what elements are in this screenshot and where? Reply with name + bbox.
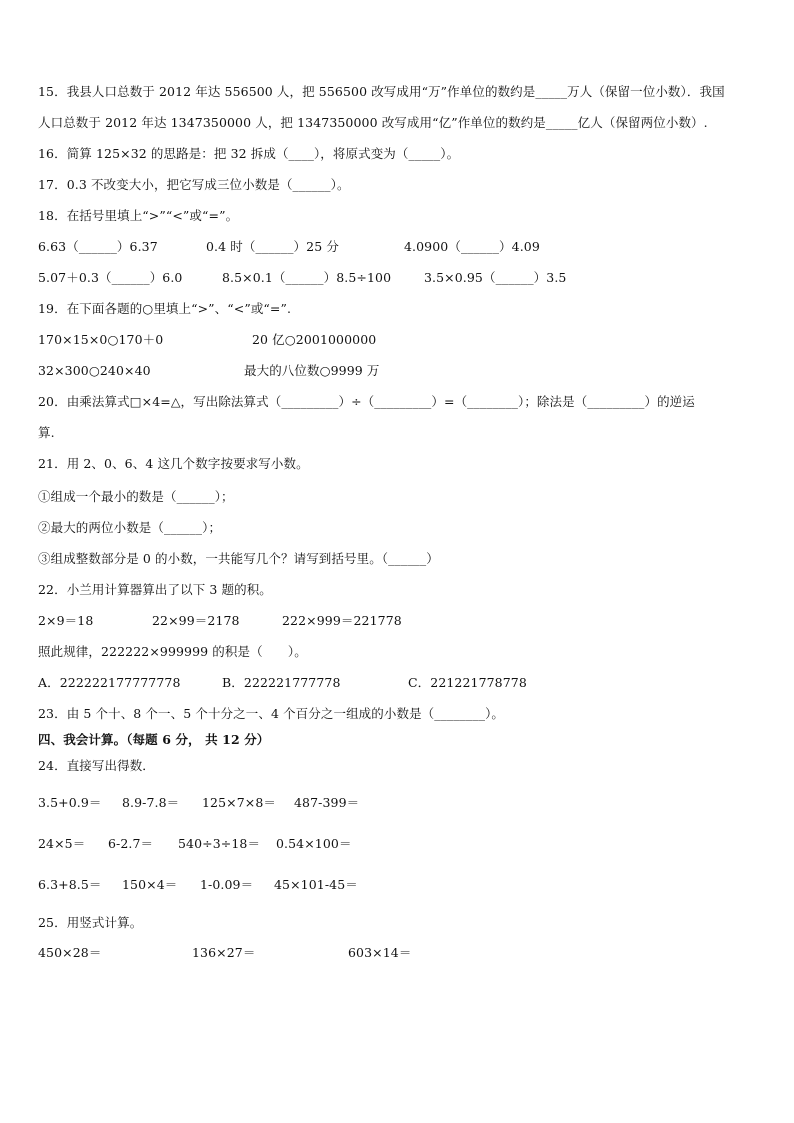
q20-line1: 20．由乘法算式□×4=△，写出除法算式（_________）÷（_________）=（________）；除法是（_________）的逆运 — [38, 394, 695, 409]
q19-stem: 19．在下面各题的○里填上“>”、“<”或“=”. — [38, 301, 292, 316]
q24-item: 0.54×100＝ — [276, 836, 352, 851]
q21-item-3: ③组成整数部分是 0 的小数，一共能写几个？请写到括号里。（______） — [38, 551, 439, 566]
q19-item: 32×300○240×40 — [38, 363, 151, 378]
q25-item: 603×14＝ — [348, 945, 412, 960]
q22-question: 照此规律，222222×999999 的积是（ ）。 — [38, 644, 307, 659]
q24-item: 487-399＝ — [294, 795, 360, 810]
section-heading: 四、我会计算。（每题 6 分， 共 12 分） — [38, 732, 270, 747]
q18-item: 3.5×0.95（______）3.5 — [424, 270, 567, 285]
q24-item: 1-0.09＝ — [200, 877, 254, 892]
q25-item: 450×28＝ — [38, 945, 102, 960]
q22-example: 22×99＝2178 — [152, 613, 240, 628]
q24-stem: 24．直接写出得数． — [38, 758, 155, 773]
q21-item-1: ①组成一个最小的数是（______）； — [38, 489, 234, 504]
q24-item: 540÷3÷18＝ — [178, 836, 261, 851]
q21-item-2: ②最大的两位小数是（______）； — [38, 520, 222, 535]
q18-item: 4.0900（______）4.09 — [404, 239, 540, 254]
q22-option-a: A．222222177777778 — [38, 675, 181, 690]
q19-item: 20 亿○2001000000 — [252, 332, 377, 347]
q15-line2: 人口总数于 2012 年达 1347350000 人，把 1347350000 改写成用“亿”作单位的数约是_____亿人（保留两位小数）. — [38, 115, 708, 130]
q24-item: 6-2.7＝ — [108, 836, 154, 851]
q25-stem: 25．用竖式计算。 — [38, 915, 143, 930]
q18-item: 8.5×0.1（______）8.5÷100 — [222, 270, 392, 285]
q24-item: 3.5+0.9＝ — [38, 795, 102, 810]
q24-item: 24×5＝ — [38, 836, 86, 851]
q19-item: 最大的八位数○9999 万 — [244, 363, 380, 378]
q25-item: 136×27＝ — [192, 945, 256, 960]
q22-stem: 22．小兰用计算器算出了以下 3 题的积。 — [38, 582, 272, 597]
q22-option-c: C．221221778778 — [408, 675, 527, 690]
q24-item: 6.3+8.5＝ — [38, 877, 102, 892]
q17: 17．0.3 不改变大小，把它写成三位小数是（______）。 — [38, 177, 350, 192]
q18-item: 6.63（______）6.37 — [38, 239, 158, 254]
q24-item: 8.9-7.8＝ — [122, 795, 180, 810]
q22-option-b: B．222221777778 — [222, 675, 341, 690]
q24-item: 45×101-45＝ — [274, 877, 358, 892]
q16: 16．简算 125×32 的思路是：把 32 拆成（____），将原式变为（_____）。 — [38, 146, 460, 161]
q19-item: 170×15×0○170＋0 — [38, 332, 164, 347]
q24-item: 150×4＝ — [122, 877, 178, 892]
q18-item: 5.07＋0.3（______）6.0 — [38, 270, 183, 285]
q21-stem: 21．用 2、0、6、4 这几个数字按要求写小数。 — [38, 456, 309, 471]
q18-item: 0.4 时（______）25 分 — [206, 239, 339, 254]
q22-example: 222×999＝221778 — [282, 613, 402, 628]
q24-item: 125×7×8＝ — [202, 795, 277, 810]
q22-example: 2×9＝18 — [38, 613, 94, 628]
q15-line1: 15．我县人口总数于 2012 年达 556500 人，把 556500 改写成用“万”作单位的数约是_____万人（保留一位小数）．我国 — [38, 84, 725, 99]
q18-stem: 18．在括号里填上“>”“<”或“=”。 — [38, 208, 239, 223]
q23: 23．由 5 个十、8 个一、5 个十分之一、4 个百分之一组成的小数是（________）。 — [38, 706, 505, 721]
q20-line2: 算. — [38, 425, 55, 440]
